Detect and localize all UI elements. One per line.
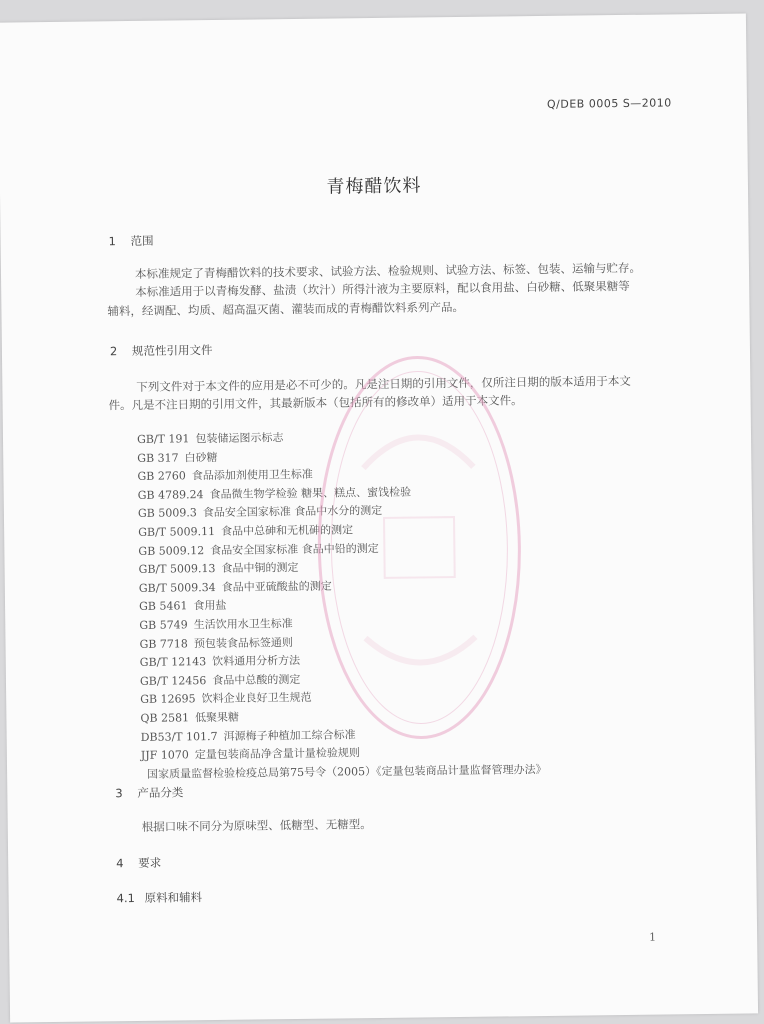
section-heading-requirements: [116, 855, 161, 872]
subsection-heading-materials: [117, 889, 203, 906]
reference-title: 食品安全国家标准 食品中铅的测定: [210, 541, 379, 557]
document-page: [0, 13, 758, 1022]
reference-code: GB 5749: [139, 618, 188, 632]
scope-paragraph-2-line-1: 本标准适用于以青梅发酵、盐渍（坎汁）所得汁液为主要原料，配以食用盐、白砂糖、低聚果糖等: [135, 278, 630, 299]
normative-intro-line-1: 下列文件对于本文件的应用是必不可少的。凡是注日期的引用文件，仅所注日期的版本适用于本文: [136, 373, 631, 394]
reference-title: 白砂糖: [184, 450, 218, 464]
reference-title: 包装储运图示标志: [195, 431, 284, 446]
reference-title: 生活饮用水卫生标准: [193, 616, 293, 632]
reference-code: GB/T 5009.13: [138, 562, 216, 577]
section-number: 2: [109, 344, 118, 359]
reference-code: GB 2760: [137, 469, 186, 484]
document-code: Q/DEB 0005 S—2010: [546, 96, 672, 111]
section-title: 规范性引用文件: [131, 343, 213, 358]
reference-title: 食品中铜的测定: [221, 561, 299, 576]
reference-title: 国家质量监督检验检疫总局第75号令（2005）《定量包装商品计量监督管理办法》: [147, 762, 547, 781]
classification-text: 根据口味不同分为原味型、低糖型、无糖型。: [141, 817, 372, 834]
reference-code: GB 317: [137, 451, 179, 465]
reference-title: 低聚果糖: [194, 710, 240, 725]
reference-title: 食品添加剂使用卫生标准: [191, 467, 313, 483]
reference-list: [137, 426, 547, 784]
section-heading-classification: [115, 784, 183, 801]
section-number: 3: [115, 786, 123, 801]
reference-title: 食品中总酸的测定: [212, 672, 301, 687]
reference-code: DB53/T 101.7: [140, 729, 218, 744]
section-title: 要求: [138, 855, 162, 870]
section-heading-scope: [109, 233, 154, 250]
reference-code: GB/T 5009.34: [138, 580, 216, 595]
reference-code: GB/T 12143: [139, 655, 207, 670]
reference-item: [141, 761, 547, 785]
reference-code: GB/T 5009.11: [138, 524, 216, 539]
reference-title: 食品中亚硫酸盐的测定: [221, 579, 332, 594]
reference-code: GB/T 12456: [139, 673, 207, 688]
normative-intro-line-2: 件。凡是不注日期的引用文件，其最新版本（包括所有的修改单）适用于本文件。: [108, 393, 523, 413]
reference-code: GB 5009.3: [137, 506, 197, 521]
reference-title: 饮料企业良好卫生规范: [201, 691, 312, 706]
document-title: 青梅醋饮料: [326, 175, 422, 198]
page-number: 1: [649, 930, 657, 944]
reference-title: 洱源梅子种植加工综合标准: [223, 727, 356, 743]
reference-title: 定量包装商品净含量计量检验规则: [194, 746, 360, 762]
reference-code: JJF 1070: [140, 748, 189, 763]
reference-code: GB 12695: [140, 692, 196, 707]
section-heading-normative: [110, 342, 213, 359]
section-number: 4: [116, 856, 124, 871]
reference-code: QB 2581: [140, 711, 190, 725]
section-title: 产品分类: [137, 785, 184, 800]
reference-title: 食品中总砷和无机砷的测定: [220, 523, 354, 538]
reference-title: 食品微生物学检验 糖果、糕点、蜜饯检验: [209, 485, 412, 501]
reference-title: 食用盐: [193, 599, 227, 613]
section-number: 4.1: [116, 890, 136, 906]
section-number: 1: [108, 234, 117, 249]
reference-title: 食品安全国家标准 食品中水分的测定: [202, 504, 383, 520]
reference-code: GB 5009.12: [138, 543, 205, 558]
reference-code: GB/T 191: [136, 432, 190, 446]
reference-code: GB 5461: [138, 599, 188, 614]
scope-paragraph-2-line-2: 辅料，经调配、均质、超高温灭菌、灌装而成的青梅醋饮料系列产品。: [107, 299, 465, 319]
section-title: 原料和辅料: [144, 890, 203, 905]
scope-paragraph-1: 本标准规定了青梅醋饮料的技术要求、试验方法、检验规则、试验方法、标签、包装、运输与贮存。: [134, 260, 642, 281]
reference-code: GB 4789.24: [137, 487, 204, 502]
section-title: 范围: [130, 233, 154, 249]
reference-title: 预包装食品标签通则: [193, 635, 293, 650]
reference-code: GB 7718: [139, 636, 188, 651]
reference-title: 饮料通用分析方法: [212, 654, 301, 669]
